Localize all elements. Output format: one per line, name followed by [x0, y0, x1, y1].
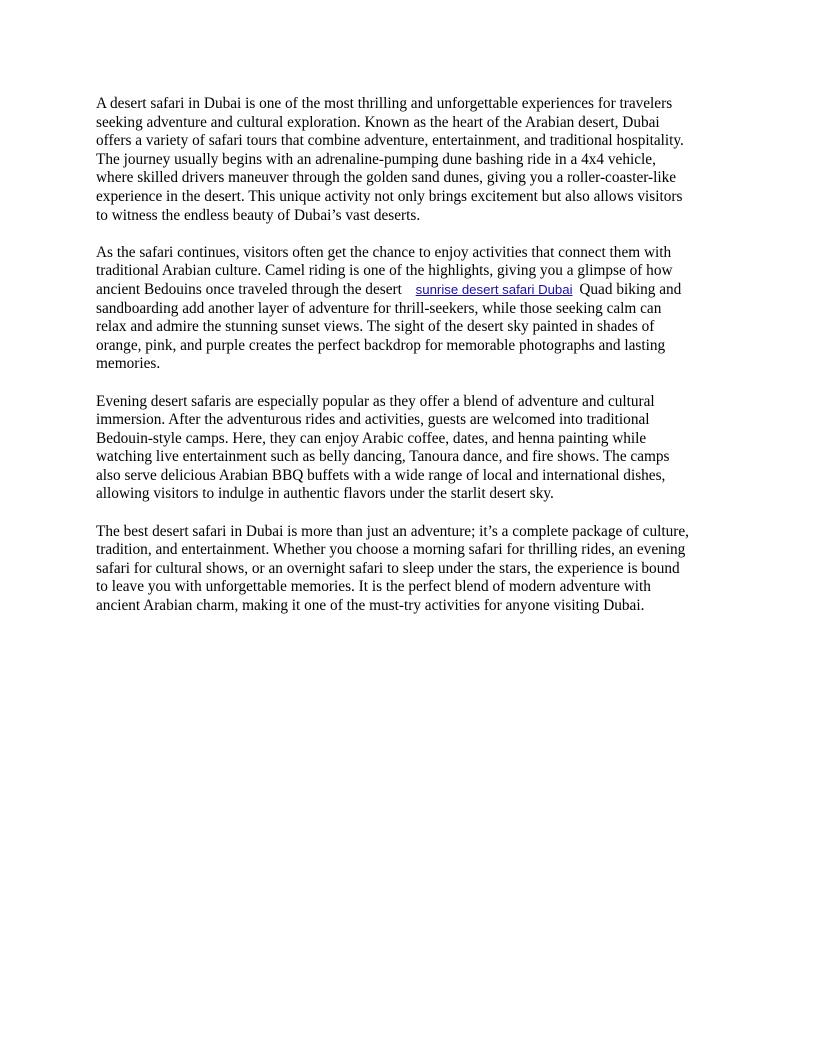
paragraph-culture-text-before: As the safari continues, visitors often get the chance to enjoy activities that connect them with traditional Arabian culture. Camel riding is one of the highlights, giving you a glimpse of how ancient Bedouins once traveled through the desert — [96, 243, 673, 298]
sunrise-safari-link[interactable]: sunrise desert safari Dubai — [415, 281, 573, 297]
paragraph-evening: Evening desert safaris are especially popular as they offer a blend of adventure and cultural immersion. After the adventurous rides and activities, guests are welcomed into traditional Bedouin-style camps. Here, they can enjoy Arabic coffee, dates, and henna painting while watching live entertainment such as belly dancing, Tanoura dance, and fire shows. The camps also serve delicious Arabian BBQ buffets with a wide range of local and international dishes, allowing visitors to indulge in authentic flavors under the starlit desert sky. — [96, 392, 670, 503]
document-body — [96, 95, 726, 634]
paragraph-intro: A desert safari in Dubai is one of the most thrilling and unforgettable experiences for travelers seeking adventure and cultural exploration. Known as the heart of the Arabian desert, Dubai offers a variety of safari tours that combine adventure, entertainment, and traditional hospitality. The journey usually begins with an adrenaline-pumping dune bashing ride in a 4x4 vehicle, where skilled drivers maneuver through the golden sand dunes, giving you a roller-coaster-like experience in the desert. This unique activity not only brings excitement but also allows visitors to witness the endless beauty of Dubai’s vast deserts. — [96, 95, 684, 224]
paragraph-culture-text-after: Quad biking and sandboarding add another layer of adventure for thrill-seekers, while those seeking calm can relax and admire the stunning sunset views. The sight of the desert sky painted in shades of orange, pink, and purple creates the perfect backdrop for memorable photographs and lasting memories. — [96, 280, 682, 373]
paragraph-culture — [96, 244, 726, 374]
paragraph-conclusion: The best desert safari in Dubai is more than just an adventure; it’s a complete package of culture, tradition, and entertainment. Whether you choose a morning safari for thrilling rides, an evening safari for cultural shows, or an overnight safari to sleep under the stars, the experience is bound to leave you with unforgettable memories. It is the perfect blend of modern adventure with ancient Arabian charm, making it one of the must-try activities for anyone visiting Dubai. — [96, 522, 689, 615]
